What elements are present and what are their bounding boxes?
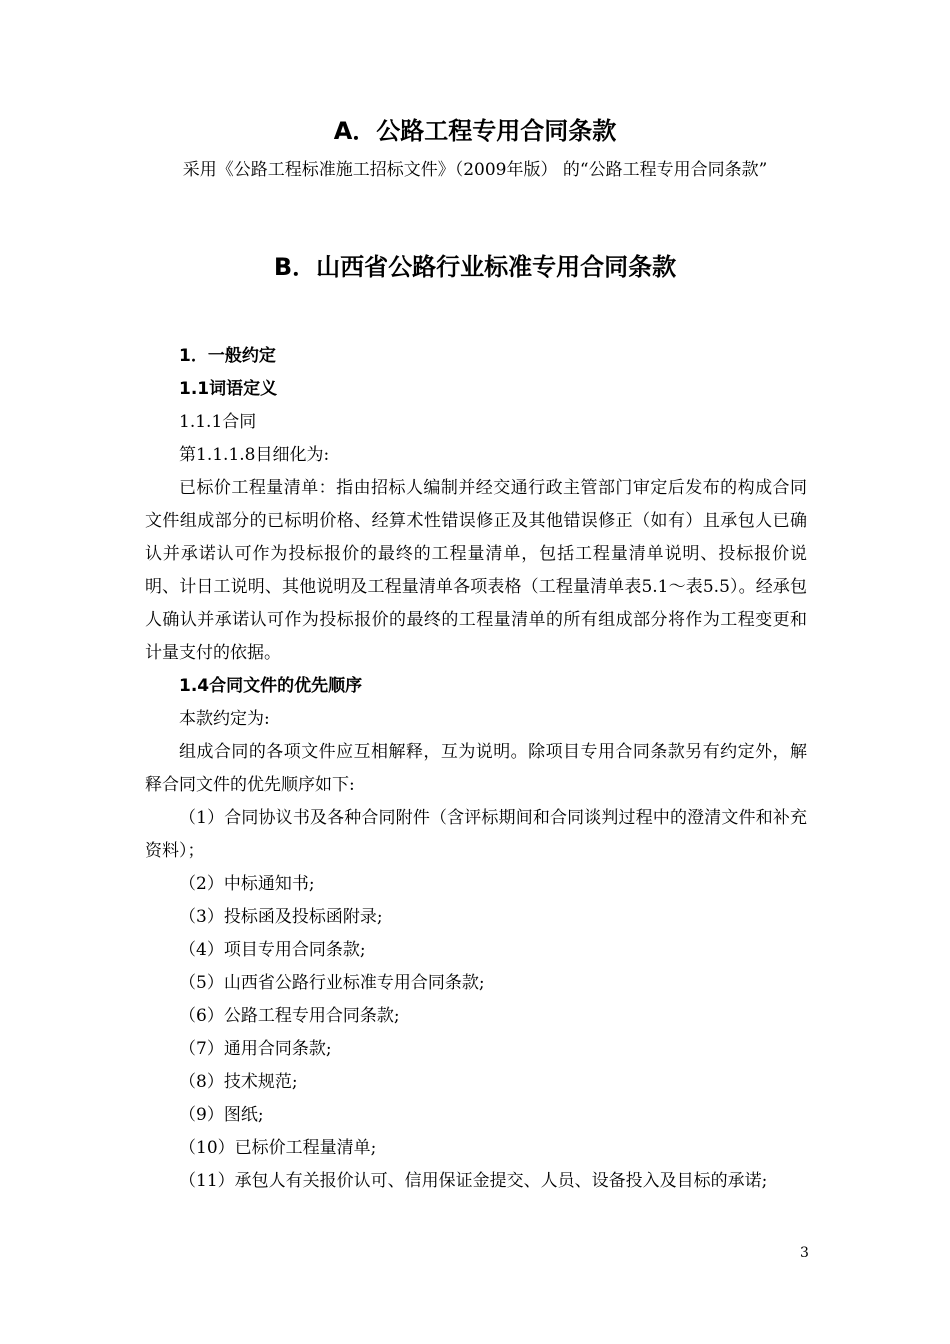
- page-number: 3: [800, 1245, 809, 1261]
- list-item: （10）已标价工程量清单;: [179, 1138, 377, 1158]
- list-item: （8）技术规范;: [179, 1072, 298, 1092]
- list-item: （1）合同协议书及各种合同附件（含评标期间和合同谈判过程中的澄清文件和补充资料）；: [145, 808, 807, 861]
- list-item: （11）承包人有关报价认可、信用保证金提交、人员、设备投入及目标的承诺;: [179, 1171, 768, 1191]
- list-item: （3）投标函及投标函附录;: [179, 907, 383, 927]
- heading-b: B．山西省公路行业标准专用合同条款: [273, 253, 677, 281]
- paragraph: 第1.1.1.8目细化为:: [179, 445, 330, 465]
- paragraph: 已标价工程量清单：指由招标人编制并经交通行政主管部门审定后发布的构成合同文件组成部分的已标明价格、经算术性错误修正及其他错误修正（如有）且承包人已确认并承诺认可作为投标报价的最终的工程量清单，包括工程量清单说明、投标报价说明、计日工说明、其他说明及工程量清单各项表格（工程量清单表5.1～表5.5）。经承包人确认并承诺认可作为投标报价的最终的工程量清单的所有组成部分将作为工程变更和计量支付的依据。: [145, 478, 807, 663]
- heading-a: A．公路工程专用合同条款: [333, 117, 617, 145]
- paragraph: 本款约定为:: [179, 709, 270, 729]
- list-item: （6）公路工程专用合同条款;: [179, 1006, 400, 1026]
- list-item: （2）中标通知书;: [179, 874, 315, 894]
- list-item: （7）通用合同条款;: [179, 1039, 332, 1059]
- list-item: （5）山西省公路行业标准专用合同条款;: [179, 973, 485, 993]
- body-text: [145, 340, 807, 1198]
- paragraph: 1.1.1合同: [179, 412, 257, 432]
- section-heading: 1．一般约定: [179, 346, 276, 366]
- list-item: （4）项目专用合同条款;: [179, 940, 366, 960]
- subtitle: 采用《公路工程标准施工招标文件》（2009年版） 的“公路工程专用合同条款”: [182, 160, 768, 180]
- subsection-heading: 1.4合同文件的优先顺序: [179, 676, 363, 696]
- subsection-heading: 1.1词语定义: [179, 379, 278, 399]
- paragraph: 组成合同的各项文件应互相解释，互为说明。除项目专用合同条款另有约定外，解释合同文件的优先顺序如下:: [145, 742, 807, 795]
- list-item: （9）图纸;: [179, 1105, 264, 1125]
